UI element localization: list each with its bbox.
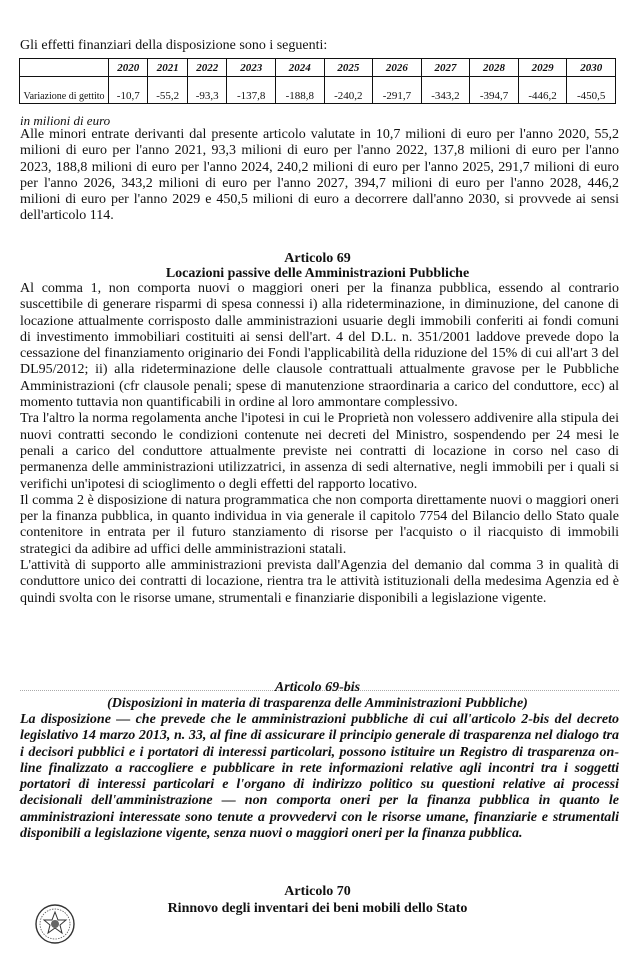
article-70-title: Rinnovo degli inventari dei beni mobili dello Stato bbox=[167, 901, 468, 916]
year-cell: 2021 bbox=[148, 59, 187, 77]
effects-table bbox=[19, 58, 616, 104]
paragraph-coverage: Alle minori entrate derivanti dal presente articolo valutate in 10,7 milioni di euro per l'anno 2020, 55,2 milioni di euro per l'anno 2021, 93,3 milioni di euro per l'anno 2022, 137,8 milioni di euro per l'anno 2023, 188,8 milioni di euro per l'anno 2024, 240,2 milioni di euro per l'anno 2025, 291,7 milioni di euro per l'anno 2026, 343,2 milioni di euro per l'anno 2027, 394,7 milioni di euro per l'anno 2028, 446,2 milioni di euro per l'anno 2029 e 450,5 milioni di euro a decorrere dall'anno 2030, si provvede ai sensi dell'articolo 114. bbox=[20, 127, 619, 224]
article-69-paragraph: Al comma 1, non comporta nuovi o maggiori oneri per la finanza pubblica, essendo al contrario suscettibile di generare risparmi di spesa connessi i) alla rideterminazione, in diminuzione, del canone di locazione attualmente corrisposto dalle amministrazioni usuarie degli immobili conferiti ai fondi comuni di investimento immobiliari costituiti ai sensi dell'art. 4 del D.L. n. 351/2001 laddove prevede dopo la cessazione del finanziamento originario dei Fondi l'applicabilità della riduzione del 15% di cui all'art 3 del DL95/2012; ii) alla rideterminazione delle clausole contrattuali attualmente gravose per le Pubbliche Amministrazioni (cfr clausole penali; spese di manutenzione straordinaria a carico del conduttore, ecc) al momento tuttavia non quantificabili in ordine al loro ammontare complessivo. bbox=[20, 281, 619, 411]
value-cell: -446,2 bbox=[518, 77, 567, 104]
value-cell: -240,2 bbox=[324, 77, 373, 104]
year-cell: 2022 bbox=[187, 59, 226, 77]
year-cell: 2030 bbox=[567, 59, 616, 77]
year-cell: 2025 bbox=[324, 59, 373, 77]
value-cell: -55,2 bbox=[148, 77, 187, 104]
article-69bis-title: (Disposizioni in materia di trasparenza delle Amministrazioni Pubbliche) bbox=[107, 696, 528, 711]
article-69-number: Articolo 69 bbox=[284, 251, 351, 266]
year-cell: 2020 bbox=[109, 59, 148, 77]
article-69bis-number: Articolo 69-bis bbox=[274, 680, 361, 695]
article-69bis-body: La disposizione — che prevede che le amministrazioni pubbliche di cui all'articolo 2-bis del decreto legislativo 14 marzo 2013, n. 33, al fine di assicurare il principio generale di trasparenza nel dialogo tra i decisori pubblici e i portatori di interessi particolari, possono istituire un Registro di trasparenza on-line finalizzato a raccogliere e pubblicare in rete informazioni relative agli incontri tra i soggetti portatori di interessi particolari e l'organo di indirizzo politico su questioni relative ai processi decisionali dell'amministrazione — non comporta oneri per la finanza pubblica in quanto le amministrazioni interessate sono tenute a provvedervi con le risorse umane, finanziarie e strumentali disponibili a legislazione vigente, senza nuovi o maggiori oneri per la finanza pubblica. bbox=[20, 712, 619, 842]
value-cell: -10,7 bbox=[109, 77, 148, 104]
value-cell: -394,7 bbox=[470, 77, 519, 104]
table-row bbox=[20, 77, 616, 104]
year-cell: 2024 bbox=[276, 59, 325, 77]
unit-note: in milioni di euro bbox=[20, 113, 111, 128]
value-cell: -291,7 bbox=[373, 77, 422, 104]
intro-text: Gli effetti finanziari della disposizione sono i seguenti: bbox=[20, 38, 328, 53]
value-cell: -343,2 bbox=[421, 77, 470, 104]
article-70-number: Articolo 70 bbox=[284, 884, 351, 899]
article-69-paragraph: Tra l'altro la norma regolamenta anche l'ipotesi in cui le Proprietà non volessero addivenire alla stipula dei nuovi contratti secondo le condizioni contenute nei decreti del Ministro, sospendendo per 24 mesi le penali a carico del conduttore attualmente previste nei contratti di locazione in corso nel caso di permanenza delle amministrazioni utilizzatrici, in assenza di sedi alternative, negli immobili per i quali si verifichi un'ipotesi di scioglimento o degli effetti del rapporto locativo. bbox=[20, 411, 619, 492]
article-69-paragraph: Il comma 2 è disposizione di natura programmatica che non comporta direttamente nuovi o maggiori oneri per la finanza pubblica, in quanto individua in via generale il capitolo 7754 del Bilancio dello Stato quale contenitore in entrata per il futuro stanziamento di risorse per l'acquisto o il riacquisto di immobili strategici da adibire ad uffici delle amministrazioni statali. bbox=[20, 492, 619, 557]
table-corner-cell bbox=[20, 59, 109, 77]
article-69-body bbox=[20, 281, 619, 607]
year-cell: 2026 bbox=[373, 59, 422, 77]
row-label: Variazione di gettito bbox=[20, 77, 109, 104]
value-cell: -93,3 bbox=[187, 77, 226, 104]
value-cell: -137,8 bbox=[227, 77, 276, 104]
year-cell: 2029 bbox=[518, 59, 567, 77]
year-cell: 2028 bbox=[470, 59, 519, 77]
table-header-row bbox=[20, 59, 616, 77]
year-cell: 2023 bbox=[227, 59, 276, 77]
seal-emblem-icon bbox=[34, 903, 76, 945]
article-69-paragraph: L'attività di supporto alle amministrazioni prevista dall'Agenzia del demanio dal comma 3 in qualità di conduttore unico dei contratti di locazione, rientra tra le attività istituzionali della medesima Agenzia ed è quindi svolta con le risorse umane, strumentali e finanziarie disponibili a legislazione vigente. bbox=[20, 558, 619, 606]
value-cell: -450,5 bbox=[567, 77, 616, 104]
value-cell: -188,8 bbox=[276, 77, 325, 104]
article-69-title: Locazioni passive delle Amministrazioni Pubbliche bbox=[165, 266, 470, 281]
year-cell: 2027 bbox=[421, 59, 470, 77]
